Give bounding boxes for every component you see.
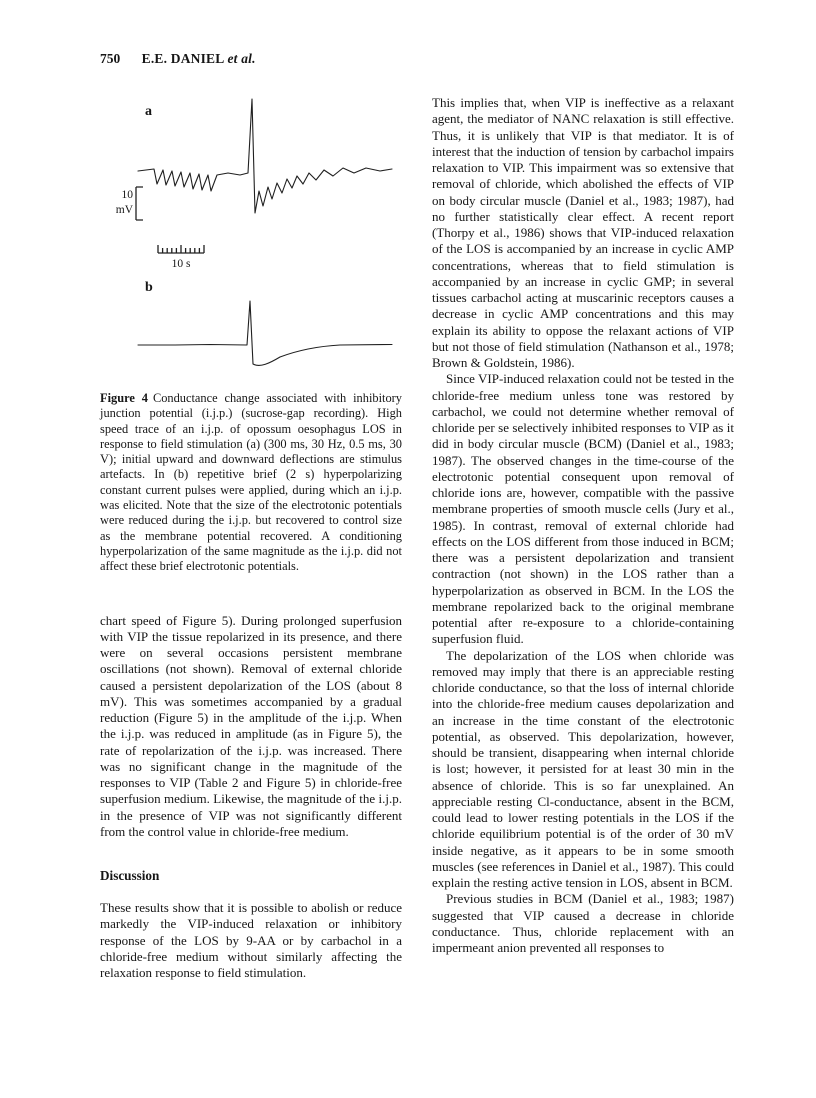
running-head-authors (142, 51, 256, 66)
left-body-paragraph: chart speed of Figure 5). During prolonged superfusion with VIP the tissue repolarized in its presence, and there were on several occasions persistent membrane oscillations (not shown). Removal of external chloride caused a persistent depolarization of the LOS (about 8 mV). This was sometimes accompanied by a gradual reduction (Figure 5) in the amplitude of the i.j.p. When the i.j.p. was reduced in amplitude (as in Figure 5), the rate of repolarization of the i.j.p. was increased. There was no significant change in the magnitude of the responses to VIP (Table 2 and Figure 5) in chloride-free superfusion medium. Likewise, the magnitude of the i.j.p. in the presence of VIP was not significantly different from the control value in chloride-free medium. (100, 612, 402, 839)
discussion-heading: Discussion (100, 868, 160, 884)
right-body-paragraph: The depolarization of the LOS when chloride was removed may imply that there is an appreciable resting chloride conductance, so that the loss of internal chloride into the chloride-free medium causes depolarization and an increase in the time constant of the electrotonic potential, as observed. This depolarization, however, should be transient, disappearing when internal chloride is lost; however, it persisted for at least 30 min in the absence of chloride. This is so far unexplained. An appreciable resting Cl-conductance, absent in the BCM, could lead to lower resting potentials in the LOS if the chloride equilibrium potential is of the order of 30 mV inside negative, as it appears to be in some smooth muscles (see references in Daniel et al., 1987). This could explain the resting active tension in LOS, absent in BCM. (432, 647, 734, 890)
voltage-scale-bar (136, 187, 143, 220)
page-number: 750 (100, 51, 121, 66)
figure-4-caption (100, 391, 402, 575)
figure-4-caption-label: Figure 4 (100, 391, 148, 405)
time-scale-bar (158, 245, 204, 253)
right-body-paragraph: This implies that, when VIP is ineffective as a relaxant agent, the mediator of NANC relaxation is still effective. Thus, it is unlikely that VIP is that mediator. It is of interest that the induction of tension by carbachol impairs relaxation to VIP. This impairment was so extensive that removal of chloride, which abolished the effects of VIP on body circular muscle (Daniel et al., 1983; 1987), had no further statistically clear effect. A recent report (Thorpy et al., 1986) shows that VIP-induced relaxation of the LOS is accompanied by an increase in cyclic AMP concentrations, whereas that to field stimulation is accompanied by an increase in cyclic GMP; in several tissues carbachol acting at muscarinic receptors causes a decrease in cyclic AMP concentrations and this may explain its ability to oppose the relaxant actions of VIP but not those of field stimulation (Nathanson et al., 1978; Brown & Goldstein, 1986). (432, 95, 734, 370)
figure-panel-b-label: b (145, 280, 153, 295)
discussion-paragraph: These results show that it is possible to abolish or reduce markedly the VIP-induced relaxation or inhibitory response of the LOS by 9-AA or by carbachol in a chloride-free medium without similarly affecting the relaxation response to field stimulation. (100, 900, 402, 981)
running-head (100, 51, 740, 67)
authors-etal: et al. (227, 51, 256, 66)
right-body-paragraph: Since VIP-induced relaxation could not be tested in the chloride-free medium unless tone was restored by carbachol, we could not determine whether removal of chloride per se selectively inhibited responses to VIP as it did in body circular muscle (BCM) (Daniel et al., 1983; 1987). The observed changes in the time-course of the electrotonic potential consequent upon removal of chloride ions are, however, compatible with the passive membrane properties of smooth muscle cells (Jury et al., 1985). In contrast, removal of external chloride had effects on the LOS different from those induced in BCM; there was a persistent depolarization and transient contraction (not shown) in the LOS rather than a hyperpolarization as observed in BCM. In the LOS the membrane repolarized back to the original membrane potential after re-exposure to a chloride-containing superfusion fluid. (432, 371, 734, 647)
right-body-paragraph: Previous studies in BCM (Daniel et al., 1983; 1987) suggested that VIP caused a decrease in chloride conductance. Thus, chloride replacement with an impermeant anion prevented all responses to (432, 891, 734, 955)
right-column (432, 95, 734, 956)
figure-4-traces (100, 95, 400, 383)
left-column (100, 95, 402, 981)
voltage-scale-value: 10 (121, 189, 133, 201)
figure-panel-a-label: a (145, 104, 152, 119)
voltage-scale-unit: mV (115, 204, 133, 216)
trace-a (138, 99, 392, 213)
figure-4-caption-text: Conductance change associated with inhibitory junction potential (i.j.p.) (sucrose-gap recording). High speed trace of an i.j.p. of opossum oesophagus LOS in response to field stimulation (a) (300 ms, 30 Hz, 0.5 ms, 30 V); initial upward and downward deflections are stimulus artefacts. In (b) repetitive brief (2 s) hyperpolarizing constant current pulses were applied, during which an i.j.p. was elicited. Note that the size of the electrotonic potentials were reduced during the i.j.p. but recovered to control size as the membrane potential recovered. A conditioning hyperpolarization of the same magnitude as the i.j.p. did not affect these brief electrotonic potentials. (100, 391, 402, 574)
trace-b (138, 301, 392, 365)
authors-name: E.E. DANIEL (141, 51, 225, 66)
time-scale-label: 10 s (171, 258, 191, 270)
